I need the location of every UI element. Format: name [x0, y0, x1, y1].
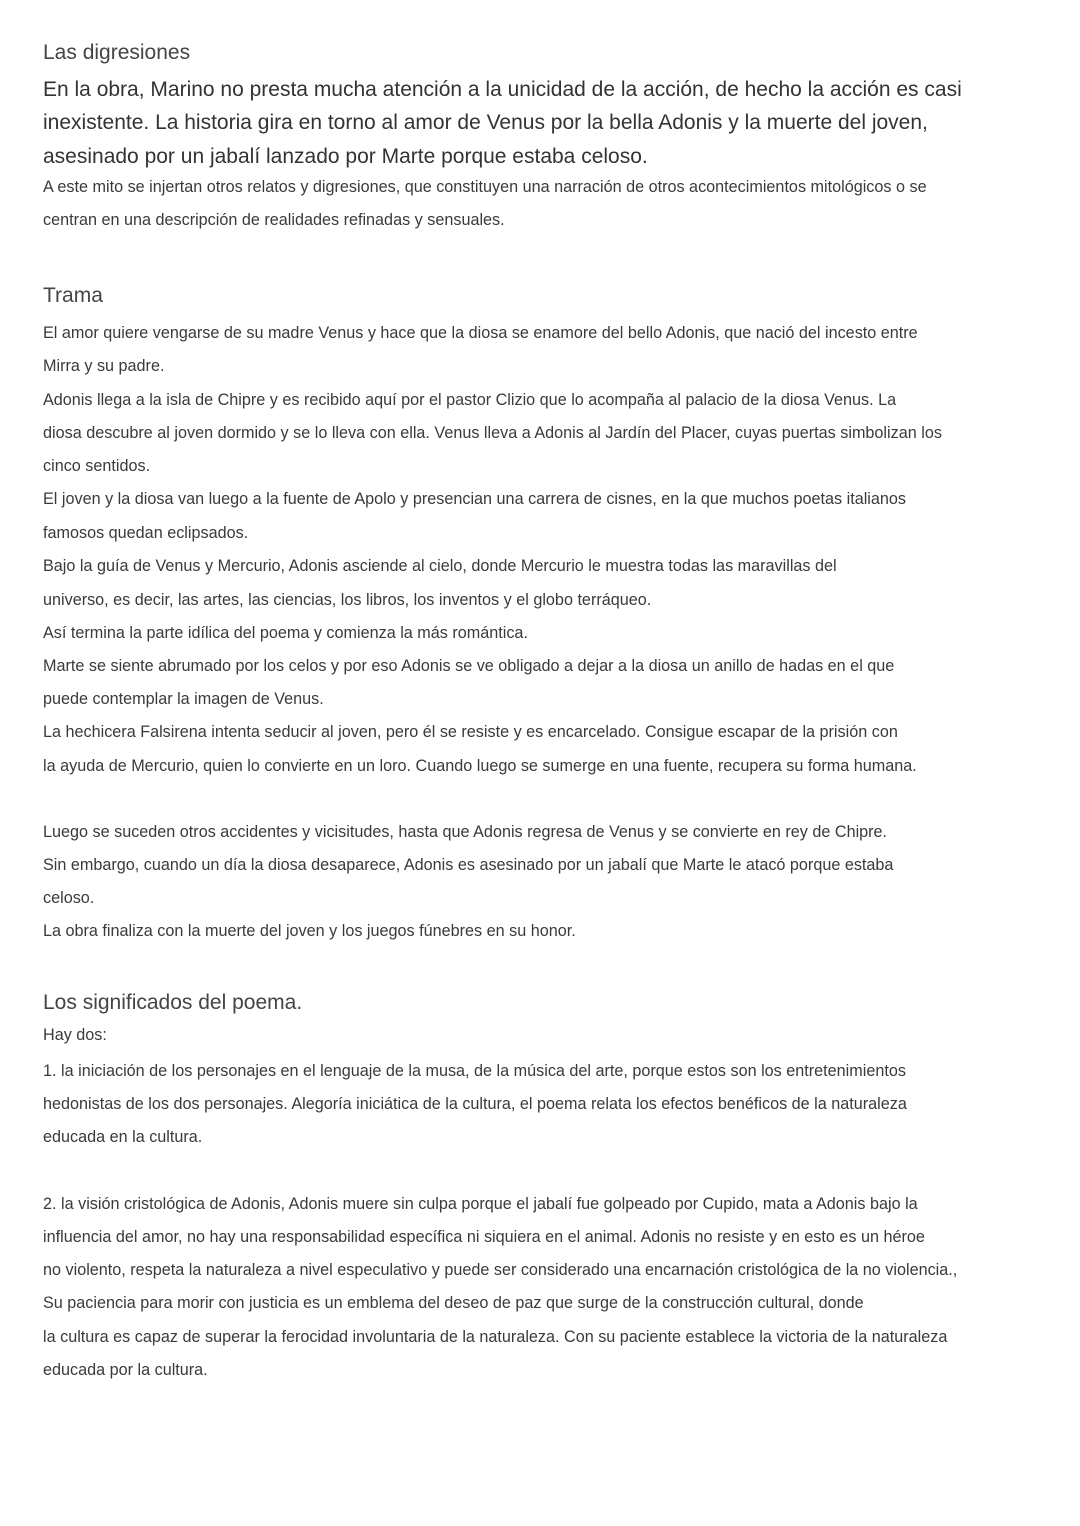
body-paragraph-line: Así termina la parte idílica del poema y comienza la más romántica. [43, 624, 528, 642]
body-paragraph-line: educada por la cultura. [43, 1361, 208, 1379]
body-paragraph-line: Su paciencia para morir con justicia es un emblema del deseo de paz que surge de la construcción cultural, donde [43, 1294, 864, 1312]
body-paragraph-line: centran en una descripción de realidades refinadas y sensuales. [43, 211, 505, 229]
body-paragraph-line: Hay dos: [43, 1026, 107, 1044]
section-heading: Trama [43, 284, 103, 307]
body-paragraph-line: universo, es decir, las artes, las ciencias, los libros, los inventos y el globo terráqueo. [43, 591, 652, 609]
body-paragraph-line: educada en la cultura. [43, 1128, 203, 1146]
body-paragraph-line: famosos quedan eclipsados. [43, 524, 249, 542]
body-paragraph-line: La hechicera Falsirena intenta seducir al joven, pero él se resiste y es encarcelado. Consigue escapar de la prisión con [43, 723, 898, 741]
body-paragraph-line: 1. la iniciación de los personajes en el lenguaje de la musa, de la música del arte, porque estos son los entretenimientos [43, 1062, 906, 1080]
lead-paragraph-line: asesinado por un jabalí lanzado por Marte porque estaba celoso. [43, 145, 648, 168]
body-paragraph-line: Mirra y su padre. [43, 357, 165, 375]
body-paragraph-line: El amor quiere vengarse de su madre Venus y hace que la diosa se enamore del bello Adonis, que nació del incesto entre [43, 324, 918, 342]
body-paragraph-line: diosa descubre al joven dormido y se lo lleva con ella. Venus lleva a Adonis al Jardín del Placer, cuyas puertas simbolizan los [43, 424, 942, 442]
body-paragraph-line: no violento, respeta la naturaleza a nivel especulativo y puede ser considerado una encarnación cristológica de la no violencia., [43, 1261, 958, 1279]
body-paragraph-line: La obra finaliza con la muerte del joven y los juegos fúnebres en su honor. [43, 922, 576, 940]
body-paragraph-line: Bajo la guía de Venus y Mercurio, Adonis asciende al cielo, donde Mercurio le muestra todas las maravillas del [43, 557, 837, 575]
body-paragraph-line: hedonistas de los dos personajes. Alegoría iniciática de la cultura, el poema relata los efectos benéficos de la naturaleza [43, 1095, 907, 1113]
body-paragraph-line: cinco sentidos. [43, 457, 151, 475]
body-paragraph-line: A este mito se injertan otros relatos y digresiones, que constituyen una narración de otros acontecimientos mitológicos o se [43, 178, 927, 196]
body-paragraph-line: puede contemplar la imagen de Venus. [43, 690, 324, 708]
body-paragraph-line: influencia del amor, no hay una responsabilidad específica ni siquiera en el animal. Adonis no resiste y en esto es un héroe [43, 1228, 925, 1246]
body-paragraph-line: El joven y la diosa van luego a la fuente de Apolo y presencian una carrera de cisnes, en la que muchos poetas italianos [43, 490, 906, 508]
body-paragraph-line: la cultura es capaz de superar la ferocidad involuntaria de la naturaleza. Con su paciente establece la victoria de la naturaleza [43, 1328, 948, 1346]
body-paragraph-line: Adonis llega a la isla de Chipre y es recibido aquí por el pastor Clizio que lo acompaña al palacio de la diosa Venus. La [43, 391, 897, 409]
lead-paragraph-line: En la obra, Marino no presta mucha atención a la unicidad de la acción, de hecho la acción es casi [43, 78, 962, 101]
lead-paragraph-line: inexistente. La historia gira en torno al amor de Venus por la bella Adonis y la muerte del joven, [43, 111, 928, 134]
section-heading: Los significados del poema. [43, 991, 303, 1014]
body-paragraph-line: 2. la visión cristológica de Adonis, Adonis muere sin culpa porque el jabalí fue golpeado por Cupido, mata a Adonis bajo la [43, 1195, 918, 1213]
section-heading: Las digresiones [43, 41, 191, 64]
body-paragraph-line: Marte se siente abrumado por los celos y por eso Adonis se ve obligado a dejar a la diosa un anillo de hadas en el que [43, 657, 895, 675]
body-paragraph-line: la ayuda de Mercurio, quien lo convierte en un loro. Cuando luego se sumerge en una fuente, recupera su forma humana. [43, 757, 917, 775]
body-paragraph-line: Luego se suceden otros accidentes y vicisitudes, hasta que Adonis regresa de Venus y se convierte en rey de Chipre. [43, 823, 888, 841]
body-paragraph-line: celoso. [43, 889, 95, 907]
body-paragraph-line: Sin embargo, cuando un día la diosa desaparece, Adonis es asesinado por un jabalí que Marte le atacó porque estaba [43, 856, 894, 874]
